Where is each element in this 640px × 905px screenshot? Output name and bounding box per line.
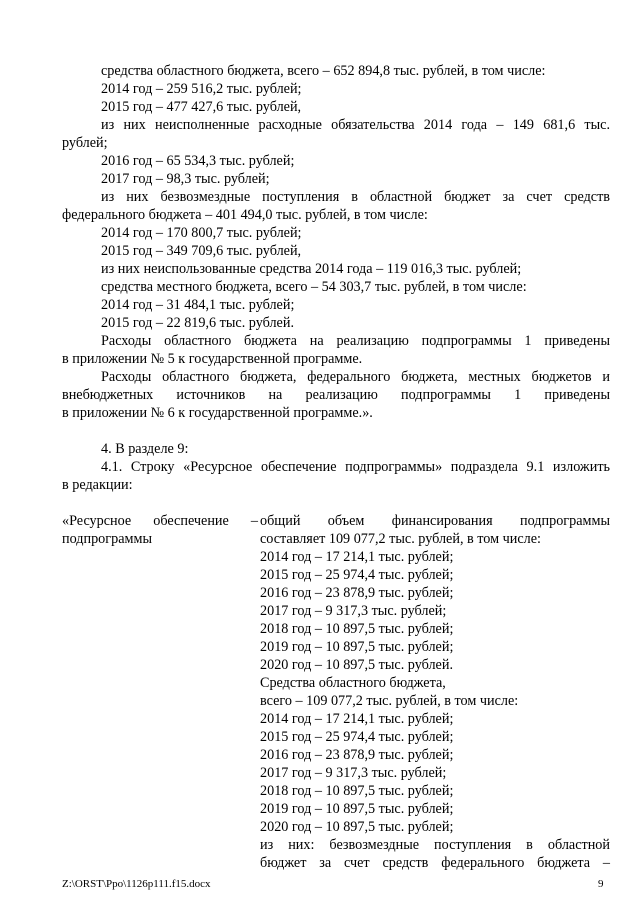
table-cell-line: 2016 год – 23 878,9 тыс. рублей; (260, 585, 454, 601)
footer-file-path: Z:\ORST\Ppo\1126p111.f15.docx (62, 878, 211, 890)
text-line: Расходы областного бюджета на реализацию подпрограммы 1 приведены (101, 333, 610, 349)
table-left-label-line: «Ресурсное обеспечение – (62, 513, 258, 529)
text-line: 2017 год – 98,3 тыс. рублей; (101, 171, 270, 187)
text-line: из них безвозмездные поступления в областной бюджет за счет средств (101, 189, 610, 205)
text-line: 2016 год – 65 534,3 тыс. рублей; (101, 153, 295, 169)
section-heading: 4. В разделе 9: (101, 441, 189, 457)
page-number: 9 (598, 878, 604, 890)
text-line: 2014 год – 259 516,2 тыс. рублей; (101, 81, 302, 97)
table-cell-line: составляет 109 077,2 тыс. рублей, в том числе: (260, 531, 541, 547)
table-cell-line: 2017 год – 9 317,3 тыс. рублей; (260, 603, 447, 619)
table-cell-line: 2018 год – 10 897,5 тыс. рублей; (260, 783, 454, 799)
table-cell-line: всего – 109 077,2 тыс. рублей, в том числе: (260, 693, 519, 709)
table-cell-line: из них: безвозмездные поступления в областной (260, 837, 610, 853)
table-cell-line: 2015 год – 25 974,4 тыс. рублей; (260, 567, 454, 583)
text-line: в приложении № 6 к государственной программе.». (62, 405, 373, 421)
table-cell-line: 2020 год – 10 897,5 тыс. рублей. (260, 657, 453, 673)
table-cell-line: 2020 год – 10 897,5 тыс. рублей; (260, 819, 454, 835)
table-cell-line: бюджет за счет средств федерального бюджета – (260, 855, 610, 871)
text-line: рублей; (62, 135, 108, 151)
table-cell-line: 2016 год – 23 878,9 тыс. рублей; (260, 747, 454, 763)
table-cell-line: 2014 год – 17 214,1 тыс. рублей; (260, 711, 454, 727)
table-cell-line: Средства областного бюджета, (260, 675, 446, 691)
table-cell-line: 2014 год – 17 214,1 тыс. рублей; (260, 549, 454, 565)
text-line: в редакции: (62, 477, 133, 493)
text-line: федерального бюджета – 401 494,0 тыс. рублей, в том числе: (62, 207, 428, 223)
text-line: 2014 год – 170 800,7 тыс. рублей; (101, 225, 302, 241)
table-left-label (62, 512, 258, 530)
text-line: 2014 год – 31 484,1 тыс. рублей; (101, 297, 295, 313)
table-cell-line: 2018 год – 10 897,5 тыс. рублей; (260, 621, 454, 637)
text-line: 2015 год – 477 427,6 тыс. рублей, (101, 99, 302, 115)
table-left-label-line: подпрограммы (62, 531, 152, 547)
text-line: Расходы областного бюджета, федерального бюджета, местных бюджетов и (101, 369, 610, 385)
text-line: средства областного бюджета, всего – 652 894,8 тыс. рублей, в том числе: (101, 63, 546, 79)
table-cell-line: 2017 год – 9 317,3 тыс. рублей; (260, 765, 447, 781)
text-line: из них неиспользованные средства 2014 года – 119 016,3 тыс. рублей; (101, 261, 522, 277)
text-line: 4.1. Строку «Ресурсное обеспечение подпрограммы» подраздела 9.1 изложить (101, 459, 610, 475)
text-line: внебюджетных источников на реализацию подпрограммы 1 приведены (62, 387, 610, 403)
text-line: 2015 год – 349 709,6 тыс. рублей, (101, 243, 302, 259)
text-line: средства местного бюджета, всего – 54 303,7 тыс. рублей, в том числе: (101, 279, 527, 295)
table-cell-line: 2015 год – 25 974,4 тыс. рублей; (260, 729, 454, 745)
text-line: в приложении № 5 к государственной программе. (62, 351, 363, 367)
text-line: из них неисполненные расходные обязательства 2014 года – 149 681,6 тыс. (101, 117, 610, 133)
table-cell-line: 2019 год – 10 897,5 тыс. рублей; (260, 801, 454, 817)
text-line: 2015 год – 22 819,6 тыс. рублей. (101, 315, 294, 331)
table-cell-line: общий объем финансирования подпрограммы (260, 513, 610, 529)
table-cell-line: 2019 год – 10 897,5 тыс. рублей; (260, 639, 454, 655)
